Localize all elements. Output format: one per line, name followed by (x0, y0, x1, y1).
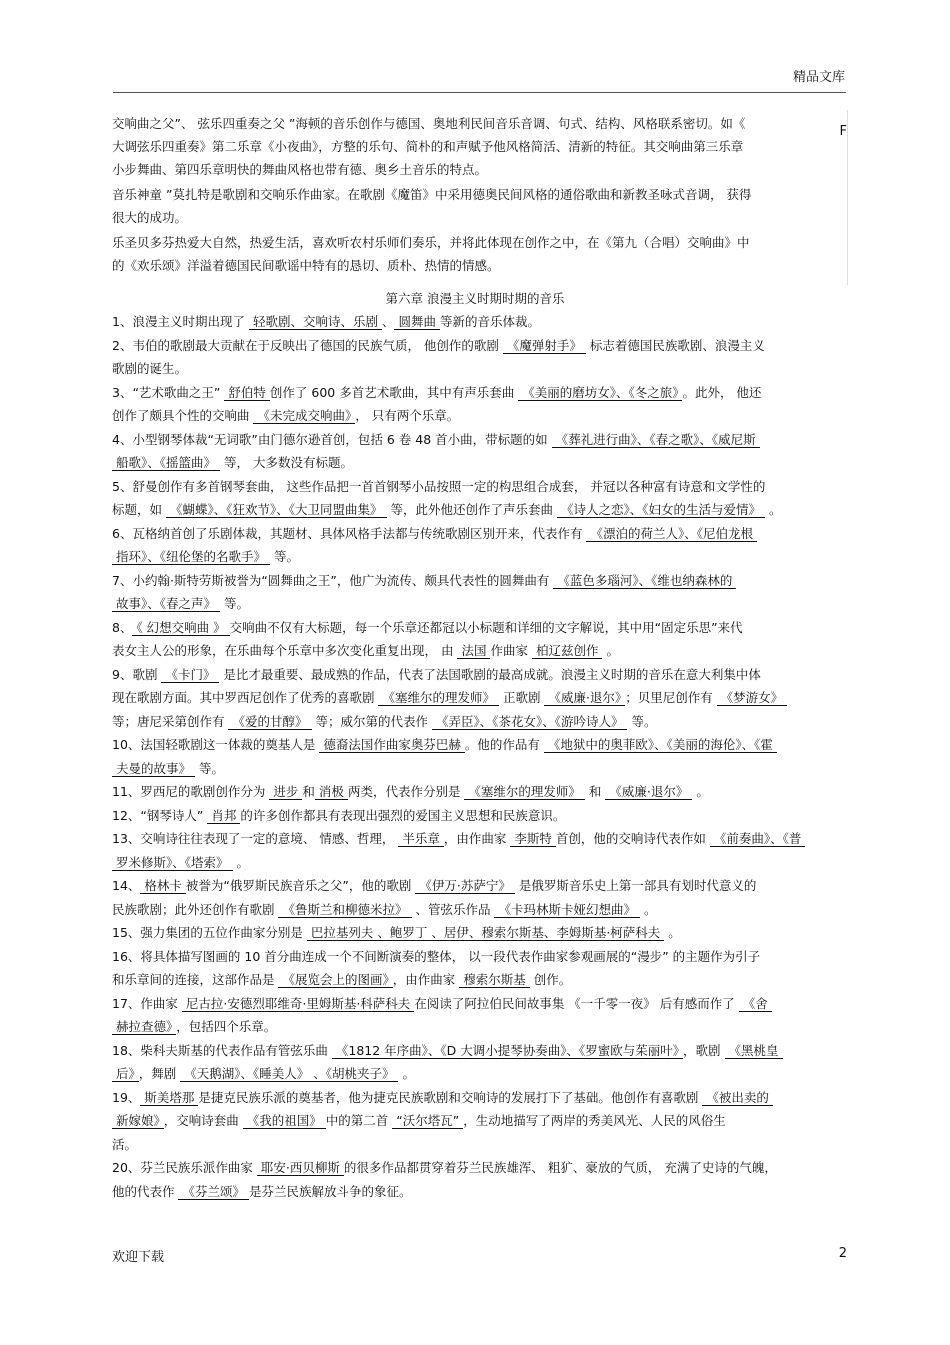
intro-line: 音乐神童 ”莫扎特是歌剧和交响乐作曲家。在歌剧《魔笛》中采用德奥民间风格的通俗歌曲和新教圣咏式音调， 获得 (112, 187, 752, 202)
answer: 消极 (315, 784, 348, 800)
intro-para-mozart (112, 183, 847, 229)
answer: 《鲁斯兰和柳德米拉》 (278, 902, 411, 918)
answer: 尼古拉·安德烈耶维奇·里姆斯基·科萨科夫 (182, 996, 414, 1012)
answer: 《诗人之恋》、《妇女的生活与爱情》 (557, 502, 765, 518)
answer: 《舍 (739, 996, 772, 1012)
question-13 (112, 827, 848, 874)
question-16 (112, 945, 848, 992)
question-5 (112, 475, 848, 522)
text: 11、罗西尼的歌剧创作分为 (112, 784, 270, 799)
text: 被誉为“俄罗斯民族音乐之父”，他的歌剧 (185, 878, 416, 893)
text: 1、浪漫主义时期出现了 (112, 314, 249, 329)
answer: 巴拉基列夫 、鲍罗丁 、居伊、穆索尔斯基、李姆斯基·柯萨科夫 (307, 925, 664, 941)
answer: 后》 (112, 1066, 139, 1082)
answer: 《我的祖国》 (243, 1113, 326, 1129)
text: 。 (232, 854, 249, 870)
text: 16、将具体描写图画的 10 首分曲连成一个不间断演奏的整体， 以一段代表作曲家参观画展的“漫步” 的主题作为引子 (112, 948, 761, 964)
text: 在阅读了阿拉伯民间故事集 《一千零一夜》 后有感而作了 (414, 995, 739, 1011)
intro-para-beethoven (112, 231, 847, 277)
text: ，包括四个乐章。 (176, 1019, 277, 1034)
text: 20、芬兰民族乐派作曲家 (112, 1160, 257, 1175)
text: 4、小型钢琴体裁“无词歌”由门德尔逊首创，包括 6 卷 48 首小曲，带标题的如 (112, 431, 552, 447)
text: ，由作曲家 (443, 831, 511, 846)
answer: 《 幻想交响曲 》 (132, 620, 229, 636)
text: 15、强力集团的五位作曲家分别是 (112, 925, 307, 940)
intro-line: 很大的成功。 (112, 210, 188, 225)
text: 。 (398, 1066, 415, 1081)
text: 18、柴科夫斯基的代表作品有管弦乐曲 (112, 1042, 332, 1058)
answer: 法国 (457, 643, 490, 659)
text: 3、“艺术歌曲之王” (112, 384, 225, 400)
text: 2、韦伯的歌剧最大贡献在于反映出了德国的民族气质， 他创作的歌剧 (112, 337, 503, 353)
text: ，交响诗套曲 (163, 1113, 243, 1128)
text: 现在歌剧方面。其中罗西尼创作了优秀的喜歌剧 (112, 690, 379, 705)
question-17 (112, 992, 848, 1039)
text: 、 (381, 314, 395, 329)
question-8 (112, 616, 848, 663)
question-7 (112, 569, 848, 616)
text: ，生动地描写了两岸的秀美风光、人民的风俗生 (463, 1113, 726, 1128)
intro-line: 小步舞曲、第四乐章明快的舞曲风格也带有德、奥乡土音乐的特点。 (112, 162, 488, 177)
intro-line: 乐圣贝多芬热爱大自然，热爱生活，喜欢听农村乐师们奏乐，并将此体现在创作之中，在《第九（合唱）交响曲》中 (112, 235, 750, 250)
answer: 指环》、《纽伦堡的名歌手》 (112, 549, 270, 565)
question-15 (112, 921, 848, 945)
text: 和 (302, 784, 315, 799)
answer: 穆索尔斯基 (459, 972, 530, 988)
text: 创作。 (529, 972, 572, 987)
answer: 《葬礼进行曲》、《春之歌》、《威尼斯 (552, 432, 760, 448)
intro-line: 大调弦乐四重奏》第二乐章《小夜曲》，方整的乐句、简朴的和声赋予他风格简活、清新的特征。其交响曲第三乐章 (112, 139, 744, 154)
text: 等；威尔第的代表作 (311, 713, 432, 729)
text: 、管弦乐作品 (411, 901, 495, 917)
question-1 (112, 310, 848, 334)
question-18 (112, 1039, 848, 1086)
question-11 (112, 780, 848, 804)
text: 标题，如 (112, 502, 166, 517)
text: 等， 大多数没有标题。 (220, 455, 353, 470)
question-14 (112, 874, 848, 921)
answer: 格林卡 (140, 878, 186, 894)
text: 等。 (195, 760, 224, 776)
text: 17、作曲家 (112, 995, 182, 1011)
text: 作曲家 (490, 643, 532, 658)
question-19 (112, 1086, 848, 1157)
text: 19、 (112, 1089, 141, 1105)
header-rule (113, 92, 846, 93)
answer: 新嫁娘》 (112, 1113, 164, 1129)
text: 的很多作品都贯穿着芬兰民族雄浑、 粗犷、豪放的气质， 充满了史诗的气魄， (343, 1160, 777, 1175)
answer: 《威廉·退尔》 (544, 690, 625, 706)
footer-text: 欢迎下载 (112, 1250, 165, 1265)
text: 的许多创作都具有表现出强烈的爱国主义思想和民族意识。 (240, 807, 566, 823)
answer: 《黑桃皇 (725, 1043, 783, 1059)
text: 5、舒曼创作有多首钢琴套曲， 这些作品把一首首钢琴小品按照一定的构思组合成套， 并冠以各种富有诗意和文学性的 (112, 478, 766, 494)
question-3 (112, 381, 848, 428)
answer: 《梦游女》 (717, 690, 788, 706)
answer: 赫拉查德》 (112, 1019, 176, 1035)
answer: 《美丽的磨坊女》、《冬之旅》 (518, 385, 682, 401)
header-brand: 精品文库 (792, 70, 845, 85)
text: 中的第二首 (325, 1113, 393, 1128)
answer: 《被出卖的 (702, 1090, 773, 1106)
text: 是捷克民族乐派的奠基者，他为捷克民族歌剧和交响诗的发展打下了基础。他创作有喜歌剧 (198, 1089, 703, 1105)
answer: 《弄臣》、《茶花女》、《游吟诗人》 (432, 714, 628, 730)
text: 首创，他的交响诗代表作如 (555, 831, 710, 846)
text: 13、交响诗往往表现了一定的意境、 情感、哲理， (112, 831, 399, 846)
question-6 (112, 522, 848, 569)
text: 8、 (112, 619, 133, 635)
text: 。此外， 他还 (682, 384, 762, 400)
question-9 (112, 663, 848, 734)
question-list (112, 310, 848, 1203)
intro-para-haydn (112, 112, 847, 181)
answer: 肖邦 (207, 808, 240, 824)
question-20 (112, 1156, 848, 1203)
answer: 《地狱中的奥菲欧》、《美丽的海伦》、《霍 (544, 737, 777, 753)
answer: 《蝴蝶》、《狂欢节》、《大卫同盟曲集》 (166, 502, 387, 518)
text: 7、小约翰·斯特劳斯被誉为“圆舞曲之王”，他广为流传、颇具代表性的圆舞曲有 (112, 572, 554, 588)
text: 正歌剧 (499, 690, 545, 705)
text: 等新的音乐体裁。 (439, 314, 540, 329)
answer: 轻歌剧、交响诗、乐剧 (249, 314, 382, 330)
answer: 《展览会上的图画》 (278, 972, 392, 988)
text: 6、瓦格纳首创了乐剧体裁，其题材、具体风格手法都与传统歌剧区别开来，代表作有 (112, 525, 587, 541)
text: 14、 (112, 878, 141, 893)
text: 表女主人公的形象，在乐曲每个乐章中多次变化重复出现， 由 (112, 643, 458, 658)
text: 等。 (270, 549, 299, 564)
answer: 《魔弹射手》 (503, 338, 586, 354)
question-4 (112, 428, 848, 475)
answer: 《威廉·退尔》 (605, 784, 692, 800)
text: 等，此外他还创作了声乐套曲 (386, 502, 557, 517)
answer: 李斯特 (510, 831, 556, 847)
text: 他的代表作 (112, 1183, 179, 1199)
answer: 《未完成交响曲》 (253, 408, 355, 424)
text: 是芬兰民族解放斗争的象征。 (249, 1183, 412, 1199)
answer: 《漂泊的荷兰人》、《尼伯龙根 (586, 526, 757, 542)
answer: 《塞维尔的理发师》 (378, 690, 499, 706)
text: 两类，代表作分别是 (347, 784, 465, 799)
answer: 圆舞曲 (394, 314, 440, 330)
answer: 柏辽兹创作 (532, 643, 603, 659)
text: 是俄罗斯音乐史上第一部具有划时代意义的 (514, 878, 757, 893)
text: 等；唐尼采第创作有 (112, 713, 229, 729)
text: 和乐章间的连接，这部作品是 (112, 972, 279, 987)
text: 9、歌剧 (112, 666, 162, 682)
question-10 (112, 733, 848, 780)
question-2 (112, 334, 848, 381)
question-12 (112, 804, 848, 828)
answer: 耶安·西贝柳斯 (257, 1160, 344, 1176)
text: 12、“钢琴诗人” (112, 807, 208, 823)
answer: 《芬兰颂》 (178, 1184, 249, 1200)
answer: “沃尔塔瓦” (392, 1113, 463, 1129)
text: 。 (639, 901, 657, 917)
text: 创作了颇具个性的交响曲 (112, 408, 254, 423)
text: ；贝里尼创作有 (625, 690, 717, 705)
answer: 《塞维尔的理发师》 (464, 784, 585, 800)
answer: 罗米修斯》、《塔索》 (112, 855, 233, 871)
text: ， 只有两个乐章。 (355, 408, 460, 423)
answer: 半乐章 (398, 831, 444, 847)
chapter-title: 第六章 浪漫主义时期时期的音乐 (385, 291, 565, 306)
answer: 《伊万·苏萨宁》 (415, 878, 514, 894)
text: 等。 (627, 713, 657, 729)
intro-section (112, 112, 847, 279)
answer: 船歌》、《摇篮曲》 (112, 455, 220, 471)
text: 民族歌剧；此外还创作有歌剧 (112, 901, 279, 917)
answer: 《前奏曲》、《普 (710, 831, 806, 847)
answer: 进步 (269, 784, 302, 800)
text: ，歌剧 (683, 1042, 725, 1058)
text: ，由作曲家 (392, 972, 460, 987)
text: 是比才最重要、最成熟的作品，代表了法国歌剧的最高成就。浪漫主义时期的音乐在意大利集中体 (219, 666, 761, 682)
text: ，舞剧 (138, 1066, 181, 1081)
text: 。 (664, 925, 681, 940)
answer: 《爱的甘醇》 (228, 714, 311, 730)
text: 和 (584, 784, 606, 799)
text: 活。 (112, 1136, 138, 1152)
answer: 《1812 年序曲》、《D 大调小提琴协奏曲》、《罗蜜欧与茱丽叶》 (332, 1043, 683, 1059)
answer: 《卡玛林斯卡娅幻想曲》 (494, 902, 640, 918)
intro-f-mark: F (839, 124, 847, 139)
answer: 斯美塔那 (140, 1090, 198, 1106)
answer: 舒伯特 (224, 385, 270, 401)
text: 创作了 600 多首艺术歌曲，其中有声乐套曲 (269, 384, 519, 400)
text: 歌剧的诞生。 (112, 361, 188, 376)
answer: 《卡门》 (161, 667, 219, 683)
answer: 德裔法国作曲家奥芬巴赫 (319, 737, 465, 753)
text: 。他的作品有 (464, 737, 544, 752)
text: 。 (602, 643, 619, 658)
text: 标志着德国民族歌剧、浪漫主义 (585, 337, 765, 353)
page-number: 2 (838, 1246, 847, 1261)
text: 交响曲不仅有大标题，每一个乐章还都冠以小标题和详细的文字解说，其中用“固定乐思”来代 (229, 619, 743, 635)
answer: 夫曼的故事》 (112, 761, 195, 777)
text: 10、法国轻歌剧这一体裁的奠基人是 (112, 737, 320, 752)
answer: 故事》、《春之声》 (112, 596, 220, 612)
text: 等。 (220, 596, 249, 611)
intro-line: 的《欢乐颂》洋溢着德国民间歌谣中特有的恳切、质朴、热情的情感。 (112, 258, 500, 273)
intro-line: 交响曲之父”、 弦乐四重奏之父 ”海顿的音乐创作与德国、奥地利民间音乐音调、句式、结构、风格联系密切。如《 (112, 116, 746, 131)
text: 。 (692, 784, 709, 799)
text: 。 (764, 502, 782, 517)
answer: 《天鹅湖》、《睡美人》 、《胡桃夹子》 (180, 1066, 398, 1082)
answer: 《蓝色多瑙河》、《维也纳森林的 (553, 573, 736, 589)
